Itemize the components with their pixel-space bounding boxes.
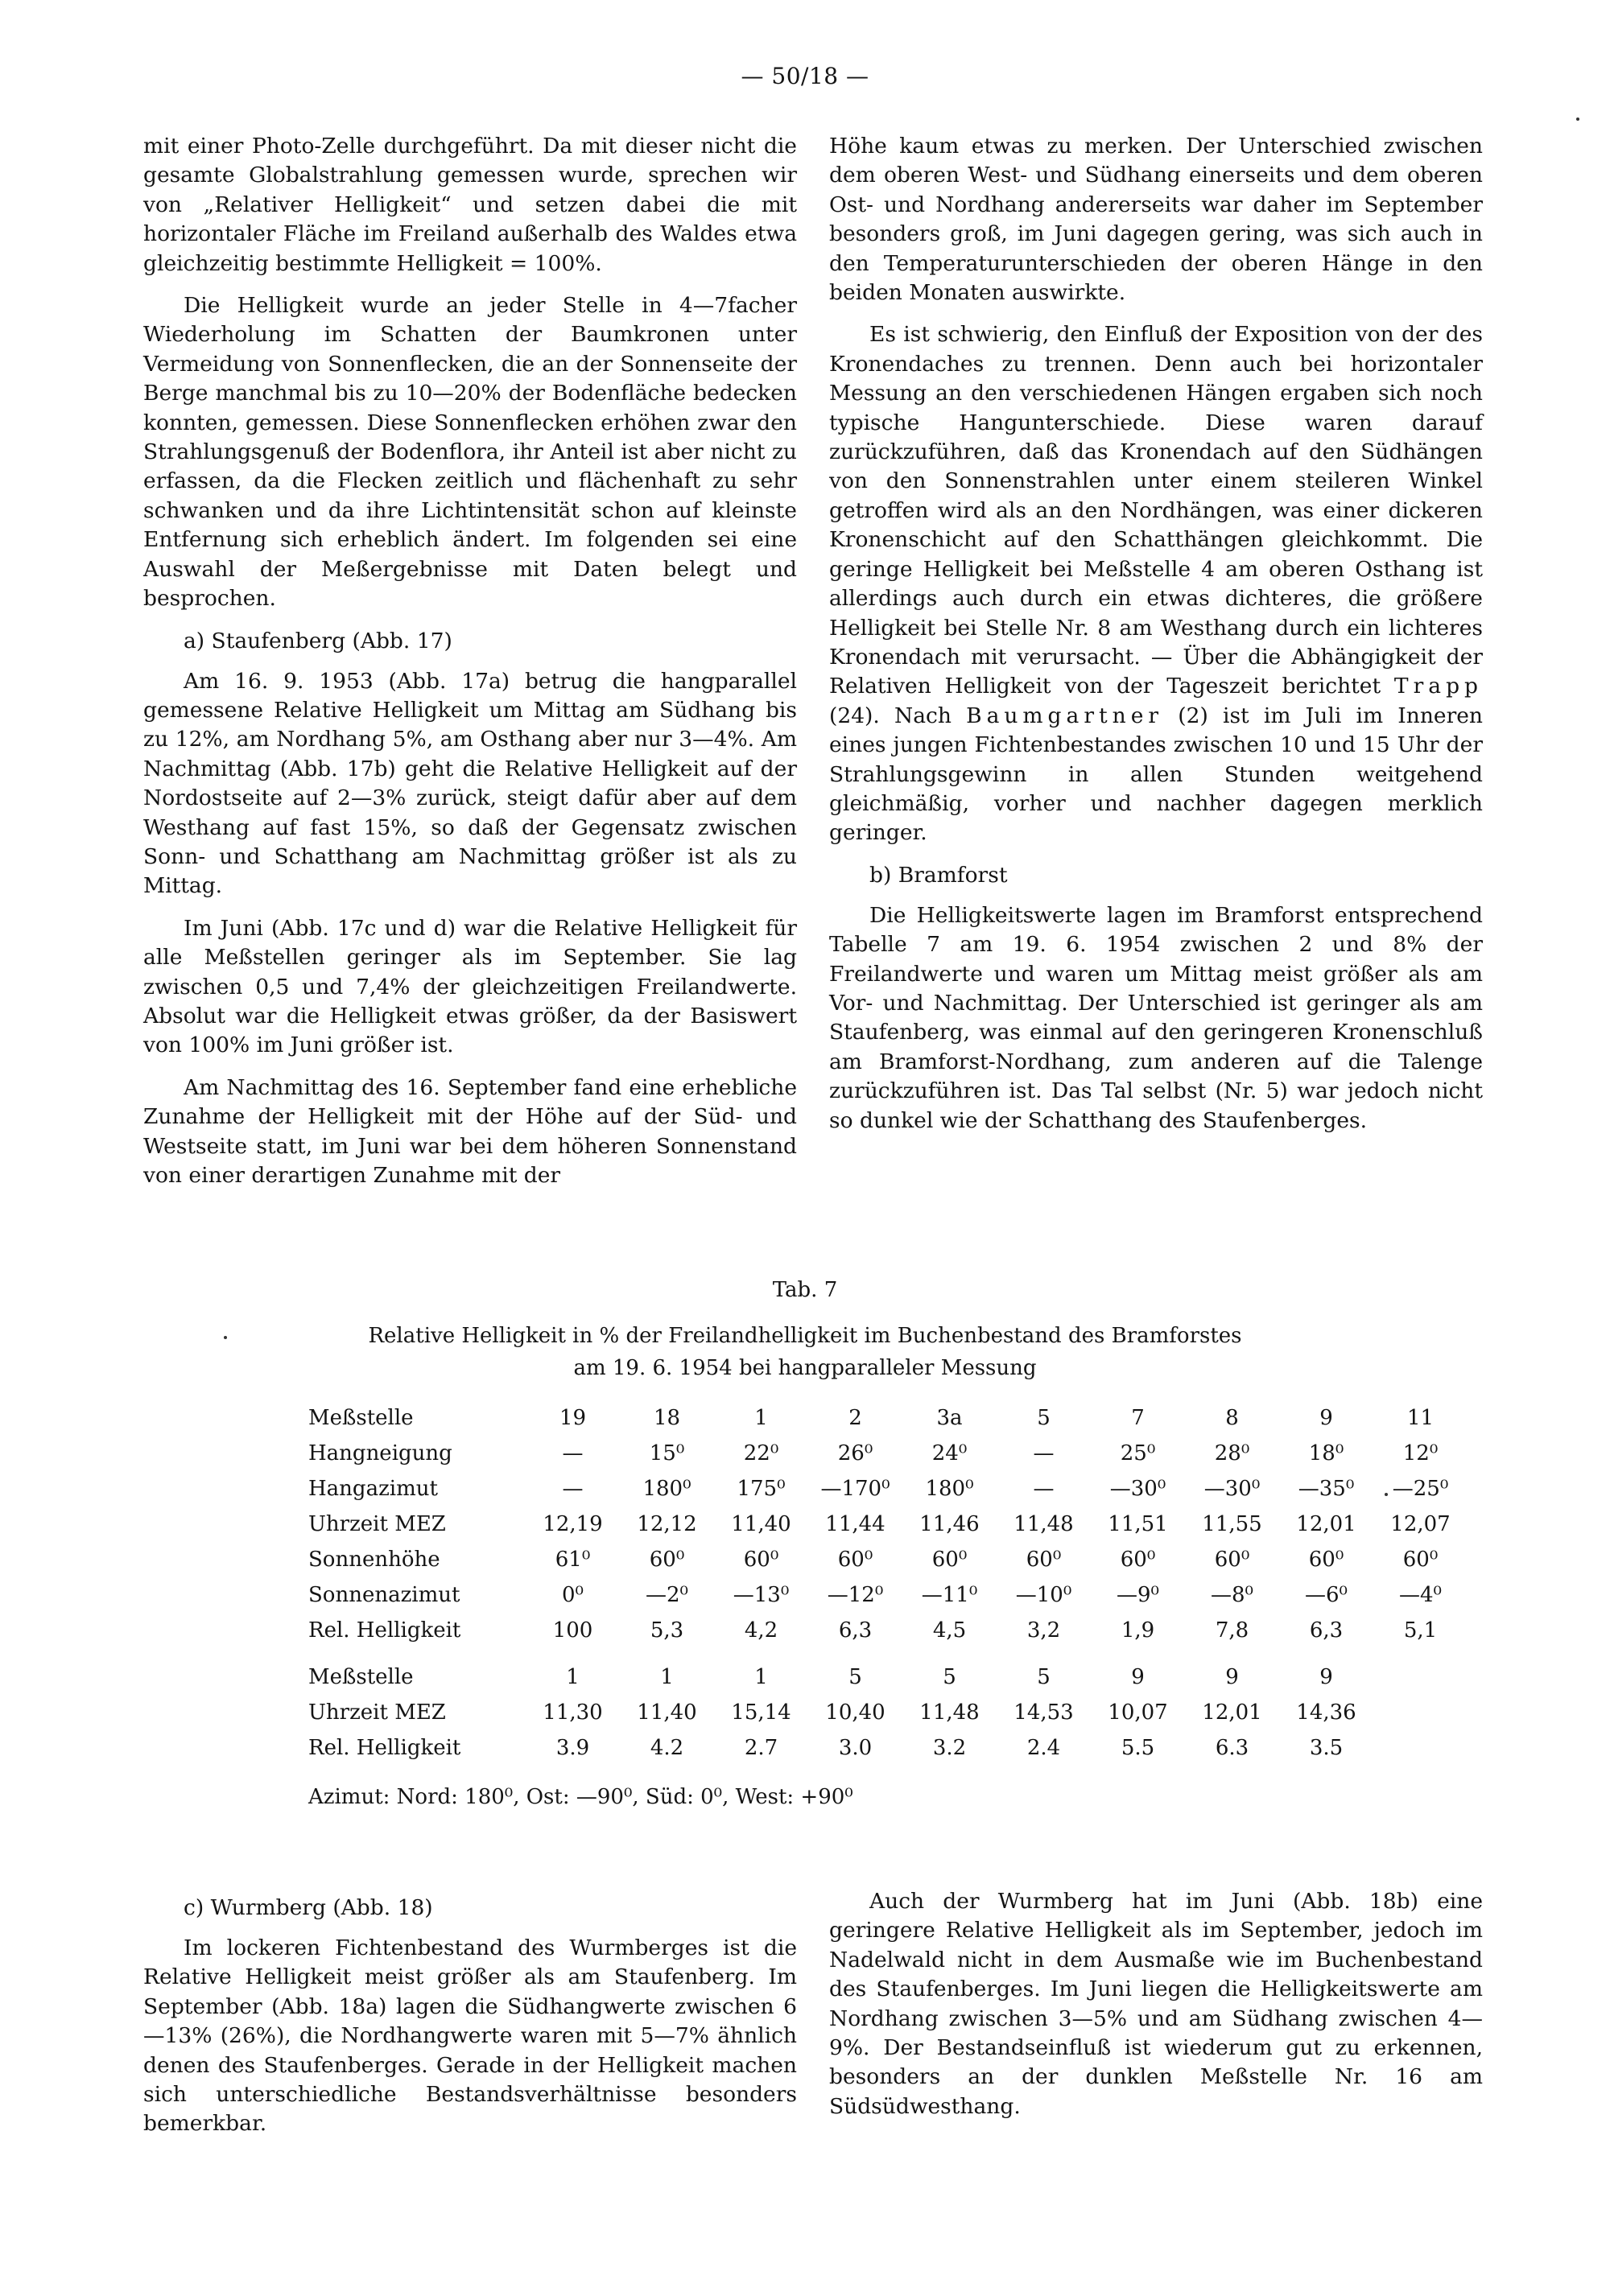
- table-cell: 9: [1225, 1665, 1239, 1689]
- table-cell: —170⁰: [820, 1477, 890, 1501]
- row-label: Sonnenhöhe: [308, 1548, 440, 1572]
- table-cell: 60⁰: [649, 1548, 685, 1572]
- table-cell: 175⁰: [737, 1477, 786, 1501]
- azimuth-note: Azimut: Nord: 180⁰, Ost: —90⁰, Süd: 0⁰, West: +90⁰: [308, 1785, 853, 1809]
- table-cell: 14,53: [1013, 1700, 1074, 1725]
- table-cell: —2⁰: [646, 1583, 688, 1607]
- author-trapp: Trapp: [1393, 674, 1483, 699]
- table-cell: 4,2: [744, 1618, 778, 1643]
- table-cell: 3.2: [932, 1736, 967, 1760]
- table-cell: 5: [848, 1665, 862, 1689]
- paragraph-staufenberg-september: Am 16. 9. 1953 (Abb. 17a) betrug die hangparallel gemessene Relative Helligkeit um Mittag am Südhang bis zu 12%, am Nordhang 5%, am Osthang aber nur 3—4%. Am Nachmittag (Abb. 17b) geht die Relative Helligkeit auf der Nordostseite auf 2—3% zurück, steigt dafür aber auf dem Westhang auf fast 15%, so daß der Gegensatz zwischen Sonn- und Schatthang am Nachmittag größer ist als zu Mittag.: [143, 668, 797, 899]
- table-cell: 9: [1319, 1665, 1333, 1689]
- row-label: Uhrzeit MEZ: [308, 1700, 446, 1725]
- page-number: — 50/18 —: [741, 63, 869, 89]
- table-cell: 1: [754, 1406, 768, 1430]
- table-cell: 15⁰: [649, 1441, 685, 1465]
- table-cell: 15,14: [731, 1700, 791, 1725]
- paragraph-staufenberg-afternoon: Am Nachmittag des 16. September fand eine erhebliche Zunahme der Helligkeit mit der Höhe auf der Süd- und Westseite statt, im Juni war bei dem höheren Sonnenstand von einer derartigen Zunahme mit der: [143, 1074, 797, 1188]
- table-cell: 1,9: [1121, 1618, 1155, 1643]
- table-cell: 12,01: [1202, 1700, 1262, 1725]
- table-cell: —30⁰: [1203, 1477, 1261, 1501]
- row-label: Rel. Helligkeit: [308, 1618, 461, 1643]
- table-cell: 5: [1037, 1406, 1051, 1430]
- table-cell: 7: [1131, 1406, 1145, 1430]
- table-cell: 5,1: [1403, 1618, 1438, 1643]
- scan-speck: [224, 1336, 227, 1339]
- left-column-top: [143, 132, 797, 1203]
- table-cell: 60⁰: [1308, 1548, 1344, 1572]
- table-cell: 6,3: [838, 1618, 873, 1643]
- table-row: [308, 1577, 1468, 1613]
- table-cell: 12,12: [637, 1512, 697, 1536]
- section-heading-wurmberg: c) Wurmberg (Abb. 18): [184, 1895, 433, 1920]
- table-cell: 10,07: [1108, 1700, 1168, 1725]
- table-cell: 25⁰: [1120, 1441, 1156, 1465]
- table-cell: 11,40: [637, 1700, 697, 1725]
- table-cell: —10⁰: [1015, 1583, 1072, 1607]
- table-cell: 6.3: [1215, 1736, 1249, 1760]
- table-cell: 6,3: [1309, 1618, 1344, 1643]
- table-cell: —: [562, 1477, 584, 1501]
- table-7-main: [308, 1400, 1468, 1648]
- table-cell: 60⁰: [931, 1548, 968, 1572]
- table-cell: 12,19: [543, 1512, 603, 1536]
- table-cell: 8: [1225, 1406, 1239, 1430]
- paragraph-bramforst: Die Helligkeitswerte lagen im Bramforst entsprechend Tabelle 7 am 19. 6. 1954 zwischen 2 und 8% der Freilandwerte und waren um Mittag meist größer als am Vor- und Nachmittag. Der Unterschied ist geringer als am Staufenberg, was einmal auf den geringeren Kronenschluß am Bramforst-Nordhang, zum anderen auf die Talenge zurückzuführen ist. Das Tal selbst (Nr. 5) war jedoch nicht so dunkel wie der Schatthang des Staufenberges.: [829, 902, 1483, 1133]
- table-cell: 60⁰: [1214, 1548, 1250, 1572]
- table-cell: 100: [552, 1618, 593, 1643]
- table-cell: 1: [754, 1665, 768, 1689]
- row-label: Hangneigung: [308, 1441, 452, 1465]
- table-cell: 24⁰: [931, 1441, 968, 1465]
- table-row: [308, 1659, 1373, 1695]
- table-cell: 12,07: [1390, 1512, 1451, 1536]
- table-cell: 5: [943, 1665, 956, 1689]
- table-row: [308, 1730, 1373, 1766]
- table-cell: 2: [848, 1406, 862, 1430]
- table-cell: 11,48: [919, 1700, 980, 1725]
- paragraph-staufenberg-june: Im Juni (Abb. 17c und d) war die Relative Helligkeit für alle Meßstellen geringer als im September. Sie lag zwischen 0,5 und 7,4% der gleichzeitigen Freilandwerte. Absolut war die Helligkeit etwas größer, da der Basiswert von 100% im Juni größer ist.: [143, 915, 797, 1058]
- table-cell: 2.7: [744, 1736, 778, 1760]
- table-cell: —13⁰: [733, 1583, 790, 1607]
- table-cell: 12,01: [1296, 1512, 1356, 1536]
- table-cell: 3.9: [555, 1736, 590, 1760]
- table-cell: 3.0: [838, 1736, 873, 1760]
- table-cell: 4,5: [932, 1618, 967, 1643]
- table-cell: 180⁰: [642, 1477, 691, 1501]
- row-label: Rel. Helligkeit: [308, 1736, 461, 1760]
- row-label: Meßstelle: [308, 1406, 414, 1430]
- table-cell: 11,40: [731, 1512, 791, 1536]
- table-cell: 3,2: [1026, 1618, 1061, 1643]
- table-cell: 22⁰: [743, 1441, 779, 1465]
- paragraph-exposition: [829, 320, 1483, 847]
- table-row: [308, 1695, 1373, 1730]
- table-cell: 12⁰: [1402, 1441, 1439, 1465]
- text-run: Es ist schwierig, den Einfluß der Exposition von der des Kronendaches zu trennen. Denn auch bei horizontaler Messung an den verschiedenen Hängen ergaben sich noch typische Hangunterschiede. Diese waren darauf zurückzuführen, daß das Kronendach auf den Südhängen von den Sonnenstrahlen unter einem steileren Winkel getroffen wird als an den Nordhängen, was einer dickeren Kronenschicht auf den Schatthängen gleichkommt. Die geringe Helligkeit bei Meßstelle 4 am oberen Osthang ist allerdings auch durch ein etwas dichteres, die größere Helligkeit bei Stelle Nr. 8 am Westhang durch ein lichteres Kronendach mit verursacht. — Über die Abhängigkeit der Relativen Helligkeit von der Tageszeit berichtet: [829, 322, 1483, 699]
- table-row: [308, 1542, 1468, 1577]
- table-cell: 60⁰: [743, 1548, 779, 1572]
- table-cell: 5: [1037, 1665, 1051, 1689]
- table-row: [308, 1613, 1468, 1648]
- text-run: (24). Nach: [829, 703, 967, 728]
- table-cell: 60⁰: [1026, 1548, 1062, 1572]
- table-cell: 0⁰: [562, 1583, 584, 1607]
- table-cell: 60⁰: [1402, 1548, 1439, 1572]
- table-label: Tab. 7: [772, 1278, 838, 1302]
- table-cell: 11,55: [1202, 1512, 1262, 1536]
- table-cell: 11: [1406, 1406, 1435, 1430]
- table-cell: 1: [660, 1665, 674, 1689]
- table-cell: 3.5: [1309, 1736, 1344, 1760]
- table-cell: 61⁰: [555, 1548, 591, 1572]
- table-title-line-2: am 19. 6. 1954 bei hangparalleler Messung: [573, 1356, 1037, 1380]
- table-cell: —35⁰: [1298, 1477, 1355, 1501]
- author-baumgartner: Baumgartner: [966, 703, 1164, 728]
- table-cell: 11,46: [919, 1512, 980, 1536]
- table-cell: 7,8: [1215, 1618, 1249, 1643]
- table-cell: —30⁰: [1109, 1477, 1166, 1501]
- table-cell: 1: [566, 1665, 580, 1689]
- table-cell: 14,36: [1296, 1700, 1356, 1725]
- table-cell: 3a: [936, 1406, 963, 1430]
- table-row: [308, 1471, 1468, 1507]
- table-cell: 11,48: [1013, 1512, 1074, 1536]
- table-cell: 11,44: [825, 1512, 886, 1536]
- table-cell: —8⁰: [1211, 1583, 1253, 1607]
- row-label: Meßstelle: [308, 1665, 414, 1689]
- table-row: [308, 1400, 1468, 1436]
- table-cell: 11,30: [543, 1700, 603, 1725]
- table-cell: —6⁰: [1305, 1583, 1348, 1607]
- section-heading-bramforst: b) Bramforst: [869, 862, 1008, 888]
- paragraph-wurmberg-september: Im lockeren Fichtenbestand des Wurmberges ist die Relative Helligkeit meist größer als am Staufenberg. Im September (Abb. 18a) lagen die Südhangwerte zwischen 6—13% (26%), die Nordhangwerte waren mit 5—7% ähnlich denen des Staufenberges. Gerade in der Helligkeit machen sich unterschiedliche Bestandsverhältnisse besonders bemerkbar.: [143, 1935, 797, 2137]
- scan-speck: [1385, 1493, 1388, 1496]
- table-cell: 19: [559, 1406, 587, 1430]
- table-cell: 11,51: [1108, 1512, 1168, 1536]
- text-run: (2) ist im Juli im Inneren eines jungen Fichtenbestandes zwischen 10 und 15 Uhr der Strahlungsgewinn in allen Stunden weitgehend gleichmäßig, vorher und nachher dagegen merklich geringer.: [829, 703, 1483, 846]
- table-cell: —12⁰: [827, 1583, 884, 1607]
- table-cell: —4⁰: [1399, 1583, 1442, 1607]
- table-cell: —11⁰: [921, 1583, 978, 1607]
- table-cell: 2.4: [1026, 1736, 1061, 1760]
- table-7-secondary: [308, 1659, 1373, 1766]
- table-cell: 60⁰: [837, 1548, 873, 1572]
- table-cell: 4.2: [650, 1736, 684, 1760]
- table-row: [308, 1507, 1468, 1542]
- table-cell: 18: [653, 1406, 681, 1430]
- table-row: [308, 1436, 1468, 1471]
- row-label: Hangazimut: [308, 1477, 438, 1501]
- table-cell: 9: [1131, 1665, 1145, 1689]
- table-cell: —25⁰: [1392, 1477, 1449, 1501]
- right-column-bottom: [829, 1887, 1483, 2134]
- scan-speck: [1576, 117, 1579, 121]
- table-cell: —9⁰: [1117, 1583, 1159, 1607]
- paragraph-measurement-method: Die Helligkeit wurde an jeder Stelle in 4—7facher Wiederholung im Schatten der Baumkronen unter Vermeidung von Sonnenflecken, die an der Sonnenseite der Berge manchmal bis zu 10—20% der Bodenfläche bedecken konnten, gemessen. Diese Sonnenflecken erhöhen zwar den Strahlungsgenuß der Bodenflora, ihr Anteil ist aber nicht zu erfassen, da die Flecken zeitlich und flächenhaft zu sehr schwanken und da ihre Lichtintensität schon auf kleinste Entfernung sich erheblich ändert. Im folgenden sei eine Auswahl der Meßergebnisse mit Daten belegt und besprochen.: [143, 293, 797, 612]
- table-cell: 5.5: [1121, 1736, 1155, 1760]
- table-cell: 10,40: [825, 1700, 886, 1725]
- table-cell: —: [562, 1441, 584, 1465]
- table-cell: —: [1033, 1477, 1055, 1501]
- row-label: Sonnenazimut: [308, 1583, 460, 1607]
- table-cell: 26⁰: [837, 1441, 873, 1465]
- row-label: Uhrzeit MEZ: [308, 1512, 446, 1536]
- right-column-top: [829, 132, 1483, 1148]
- left-column-bottom: [143, 1887, 797, 2152]
- paragraph-height-difference: Höhe kaum etwas zu merken. Der Unterschied zwischen dem oberen West- und Südhang einerseits und dem oberen Ost- und Nordhang andererseits war daher im September besonders groß, im Juni dagegen gering, was sich auch in den Temperaturunterschieden der oberen Hänge in den beiden Monaten auswirkte.: [829, 134, 1483, 306]
- table-cell: 9: [1319, 1406, 1333, 1430]
- table-cell: 28⁰: [1214, 1441, 1250, 1465]
- table-cell: 60⁰: [1120, 1548, 1156, 1572]
- table-cell: 5,3: [650, 1618, 684, 1643]
- paragraph-photo-cell: mit einer Photo-Zelle durchgeführt. Da mit dieser nicht die gesamte Globalstrahlung gemessen wurde, sprechen wir von „Relativer Helligkeit“ und setzen dabei die mit horizontaler Fläche im Freiland außerhalb des Waldes etwa gleichzeitig bestimmte Helligkeit = 100%.: [143, 134, 797, 276]
- section-heading-staufenberg: a) Staufenberg (Abb. 17): [184, 628, 452, 653]
- paragraph-wurmberg-june: Auch der Wurmberg hat im Juni (Abb. 18b) eine geringere Relative Helligkeit als im September, jedoch im Nadelwald nicht in dem Ausmaße wie im Buchenbestand des Staufenberges. Im Juni liegen die Helligkeitswerte am Nordhang zwischen 3—5% und am Südhang zwischen 4—9%. Der Bestandseinfluß ist wiederum gut zu erkennen, besonders an der dunklen Meßstelle Nr. 16 am Südsüdwesthang.: [829, 1889, 1483, 2119]
- table-cell: —: [1033, 1441, 1055, 1465]
- table-title-line-1: Relative Helligkeit in % der Freilandhelligkeit im Buchenbestand des Bramforstes: [368, 1324, 1242, 1348]
- table-cell: 180⁰: [925, 1477, 974, 1501]
- table-cell: 18⁰: [1308, 1441, 1344, 1465]
